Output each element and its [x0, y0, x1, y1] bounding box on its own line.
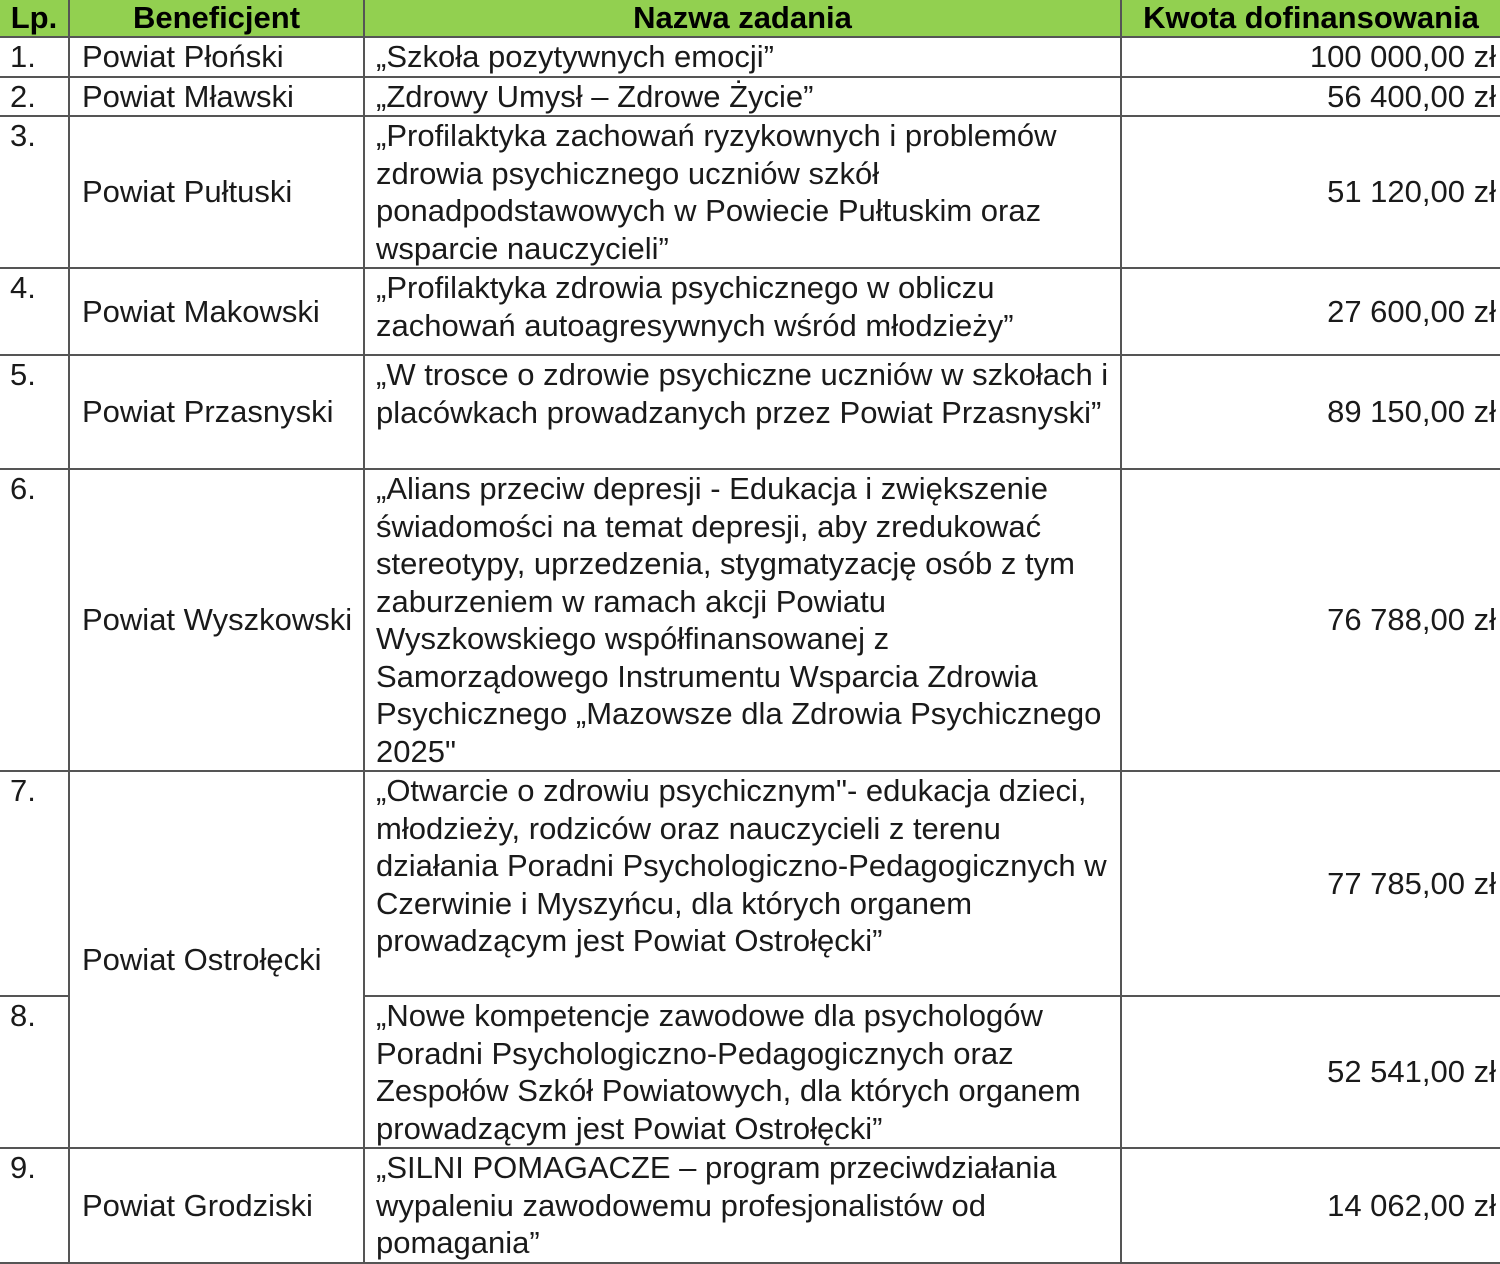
task-name-cell: „W trosce o zdrowie psychiczne uczniów w szkołach i placówkach prowadzanych przez Powiat Przasnyski”	[364, 355, 1121, 469]
row-number: 3.	[0, 116, 69, 268]
table-row	[0, 771, 1500, 996]
amount-cell: 100 000,00 zł	[1121, 37, 1500, 77]
header-amount: Kwota dofinansowania	[1121, 0, 1500, 37]
row-number: 2.	[0, 77, 69, 117]
amount-cell: 51 120,00 zł	[1121, 116, 1500, 268]
table-header-row	[0, 0, 1500, 37]
beneficiary-cell: Powiat Pułtuski	[69, 116, 364, 268]
row-number: 4.	[0, 268, 69, 355]
beneficiary-cell: Powiat Makowski	[69, 268, 364, 355]
amount-cell: 89 150,00 zł	[1121, 355, 1500, 469]
beneficiary-cell: Powiat Płoński	[69, 37, 364, 77]
row-number: 8.	[0, 996, 69, 1148]
table-row	[0, 116, 1500, 268]
task-name-cell: „Profilaktyka zachowań ryzykownych i problemów zdrowia psychicznego uczniów szkół ponadpodstawowych w Powiecie Pułtuskim oraz wsparcie nauczycieli”	[364, 116, 1121, 268]
beneficiary-cell: Powiat Grodziski	[69, 1148, 364, 1263]
task-name-cell: „Profilaktyka zdrowia psychicznego w obliczu zachowań autoagresywnych wśród młodzieży”	[364, 268, 1121, 355]
task-name-cell: „Szkoła pozytywnych emocji”	[364, 37, 1121, 77]
task-name-cell: „Zdrowy Umysł – Zdrowe Życie”	[364, 77, 1121, 117]
task-name-cell: „Otwarcie o zdrowiu psychicznym"- edukacja dzieci, młodzieży, rodziców oraz nauczycieli z terenu działania Poradni Psychologiczno-Pedagogicznych w Czerwinie i Myszyńcu, dla których organem prowadzącym jest Powiat Ostrołęcki”	[364, 771, 1121, 996]
table-row	[0, 1148, 1500, 1263]
task-name-cell: „Alians przeciw depresji - Edukacja i zwiększenie świadomości na temat depresji, aby zredukować stereotypy, uprzedzenia, stygmatyzację osób z tym zaburzeniem w ramach akcji Powiatu Wyszkowskiego współfinansowanej z Samorządowego Instrumentu Wsparcia Zdrowia Psychicznego „Mazowsze dla Zdrowia Psychicznego 2025"	[364, 469, 1121, 771]
amount-cell: 14 062,00 zł	[1121, 1148, 1500, 1263]
beneficiary-cell: Powiat Przasnyski	[69, 355, 364, 469]
row-number: 7.	[0, 771, 69, 996]
table-row	[0, 469, 1500, 771]
task-name-cell: „Nowe kompetencje zawodowe dla psychologów Poradni Psychologiczno-Pedagogicznych oraz Zespołów Szkół Powiatowych, dla których organem prowadzącym jest Powiat Ostrołęcki”	[364, 996, 1121, 1148]
row-number: 9.	[0, 1148, 69, 1263]
amount-cell: 52 541,00 zł	[1121, 996, 1500, 1148]
row-number: 1.	[0, 37, 69, 77]
header-task: Nazwa zadania	[364, 0, 1121, 37]
amount-cell: 77 785,00 zł	[1121, 771, 1500, 996]
beneficiary-cell: Powiat Mławski	[69, 77, 364, 117]
beneficiary-cell: Powiat Ostrołęcki	[69, 771, 364, 1148]
table-row	[0, 77, 1500, 117]
amount-cell: 56 400,00 zł	[1121, 77, 1500, 117]
beneficiary-cell: Powiat Wyszkowski	[69, 469, 364, 771]
table-row	[0, 268, 1500, 355]
header-beneficiary: Beneficjent	[69, 0, 364, 37]
task-name-cell: „SILNI POMAGACZE – program przeciwdziałania wypaleniu zawodowemu profesjonalistów od pomagania”	[364, 1148, 1121, 1263]
row-number: 5.	[0, 355, 69, 469]
table-row	[0, 37, 1500, 77]
row-number: 6.	[0, 469, 69, 771]
amount-cell: 27 600,00 zł	[1121, 268, 1500, 355]
amount-cell: 76 788,00 zł	[1121, 469, 1500, 771]
table-row	[0, 355, 1500, 469]
header-lp: Lp.	[0, 0, 69, 37]
